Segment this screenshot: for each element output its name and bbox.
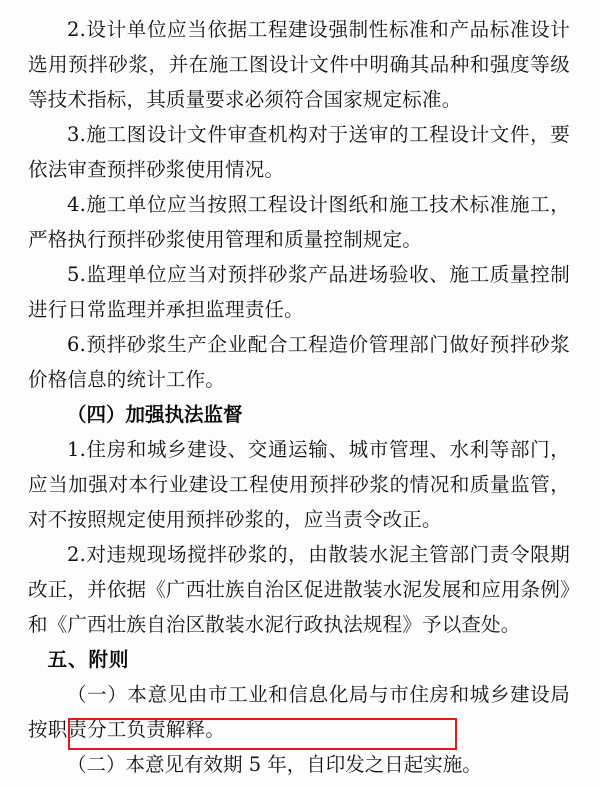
paragraph-item-3: 3.施工图设计文件审查机构对于送审的工程设计文件，要依法审查预拌砂浆使用情况。 [28,123,570,181]
paragraph-item-4: 4.施工单位应当按照工程设计图纸和施工技术标准施工，严格执行预拌砂浆使用管理和质量控制规定。 [28,193,570,251]
appendix-item-2: （二）本意见有效期 5 年，自印发之日起实施。 [67,753,482,776]
enforcement-item-2: 2.对违规现场搅拌砂浆的，由散装水泥主管部门责令限期改正，并依据《广西壮族自治区促进散装水泥发展和应用条例》和《广西壮族自治区散装水泥行政执法规程》予以查处。 [28,543,570,636]
paragraph-item-6: 6.预拌砂浆生产企业配合工程造价管理部门做好预拌砂浆价格信息的统计工作。 [28,333,570,391]
section-heading-four: （四）加强执法监督 [67,403,243,426]
paragraph-item-5: 5.监理单位应当对预拌砂浆产品进场验收、施工质量控制进行日常监理并承担监理责任。 [28,263,570,321]
paragraph-item-2: 2.设计单位应当依据工程建设强制性标准和产品标准设计选用预拌砂浆，并在施工图设计文件中明确其品种和强度等级等技术指标，其质量要求必须符合国家规定标准。 [28,18,570,111]
section-heading-five: 五、附则 [47,648,130,671]
enforcement-item-1: 1.住房和城乡建设、交通运输、城市管理、水利等部门，应当加强对本行业建设工程使用预拌砂浆的情况和质量监管，对不按照规定使用预拌砂浆的，应当责令改正。 [28,438,570,531]
appendix-item-1: （一）本意见由市工业和信息化局与市住房和城乡建设局按职责分工负责解释。 [28,683,570,741]
